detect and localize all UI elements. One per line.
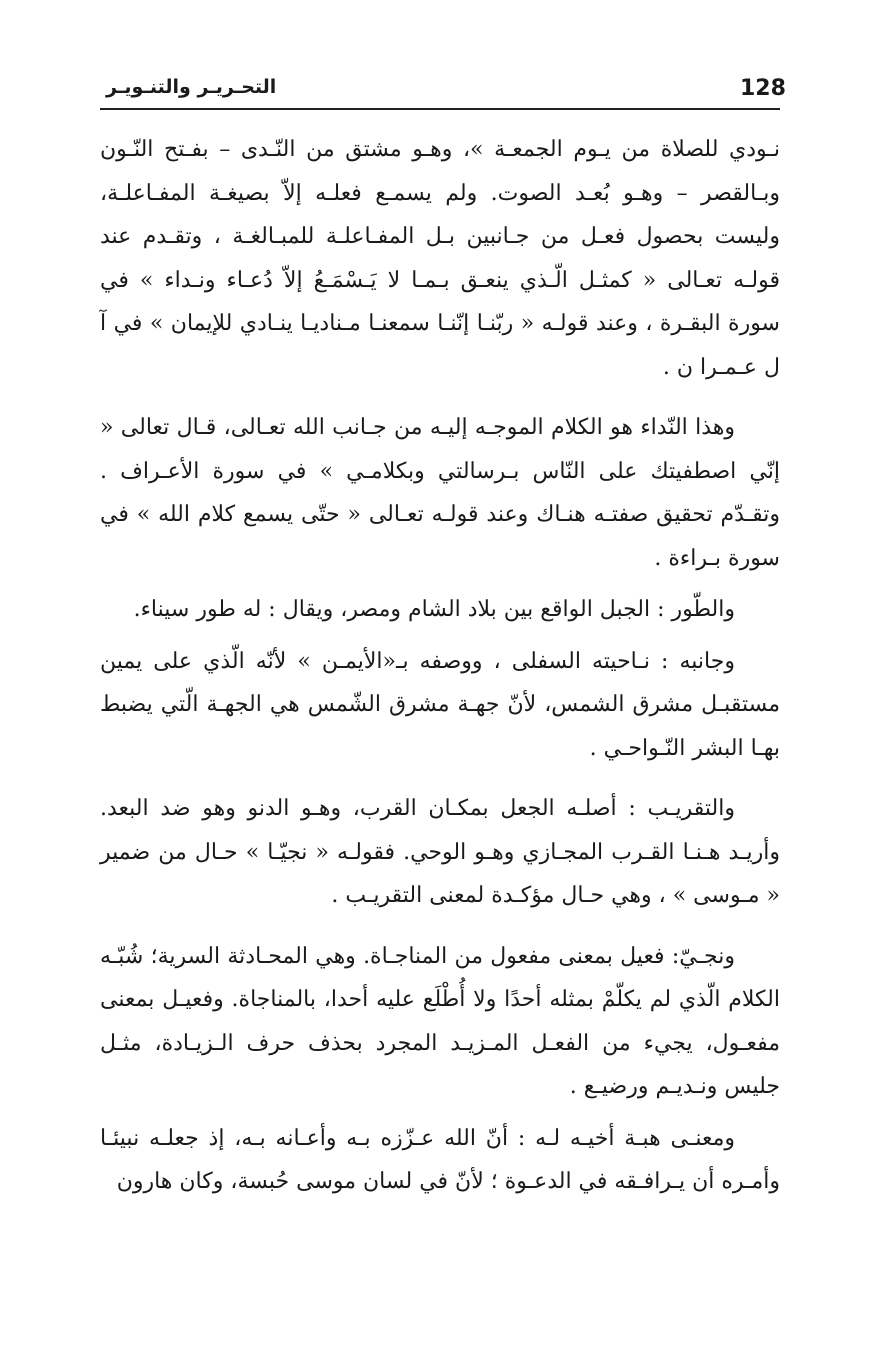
paragraph: والطّور : الجبل الواقع بين بلاد الشام ومصر، ويقال : له طور سيناء. xyxy=(133,597,735,622)
paragraph: والتقريـب : أصلـه الجعل بمكـان القرب، وهـو الدنو وهو ضد البعد. وأريـد هـنـا القـرب المجـازي وهـو الوحي. فقولـه « نجيّـا » حـال من ضمير « مـوسى » ، وهي حـال مؤكـدة لمعنى التقريـب . xyxy=(100,796,780,908)
page-header xyxy=(100,70,786,106)
paragraph: ومعنـى هبـة أخيـه لـه : أنّ الله عـزّزه بـه وأعـانه بـه، إذ جعلـه نبيئـا وأمـره أن يـرافـقه في الدعـوة ؛ لأنّ في لسان موسى حُبسة، وكان هارون xyxy=(100,1125,780,1194)
running-title: التحـريـر والتنـويـر xyxy=(106,76,277,98)
page-number: 128 xyxy=(740,76,786,101)
paragraph: وجانبه : نـاحيته السفلى ، ووصفه بـ«الأيمـن » لأنّه الّذي على يمين مستقبـل مشرق الشمس، لأنّ جهـة مشرق الشّمس هي الجهـة الّتي يضبط بهـا البشر النّـواحـي . xyxy=(100,648,780,761)
paragraph: ونجـيّ: فعيل بمعنى مفعول من المناجـاة. وهي المحـادثة السرية؛ شُبّـه الكلام الّذي لم يكلّمْ بمثله أحدًا ولا أُطْلَع عليه أحدا، بالمناجاة. وفعيـل بمعنى مفعـول، يجيء من الفعـل المـزيـد المجرد بحذف حرف الـزيـادة، مثـل جليس ونـديـم ورضيـع . xyxy=(100,943,780,1099)
body-text xyxy=(100,128,780,1204)
paragraph: وهذا النّداء هو الكلام الموجـه إليـه من جـانب الله تعـالى، قـال تعالى « إنّي اصطفيتك على النّاس بـرسالتي وبكلامـي » في سورة الأعـراف . وتقـدّم تحقيق صفتـه هنـاك وعند قولـه تعـالى « حتّى يسمع كلام الله » في سورة بـراءة . xyxy=(100,415,780,571)
header-rule xyxy=(100,108,780,110)
paragraph: نـودي للصلاة من يـوم الجمعـة »، وهـو مشتق من النّـدى – بفـتح النّـون وبـالقصر – وهـو بُعـد الصوت. ولم يسمـع فعلـه إلاّ بصيغـة المفـاعلـة، وليست بحصول فعـل من جـانبين بـل المفـاعلـة للمبـالغـة ، وتقـدم عند قولـه تعـالى « كمثـل الّـذي ينعـق بـمـا لا يَـسْمَـعُ إلاّ دُعـاء ونـداء » في سورة البقـرة ، وعند قولـه « ربّنـا إنّنـا سمعنـا مـناديـا ينـادي للإيمان » في آ ل عـمـرا ن . xyxy=(100,137,780,380)
